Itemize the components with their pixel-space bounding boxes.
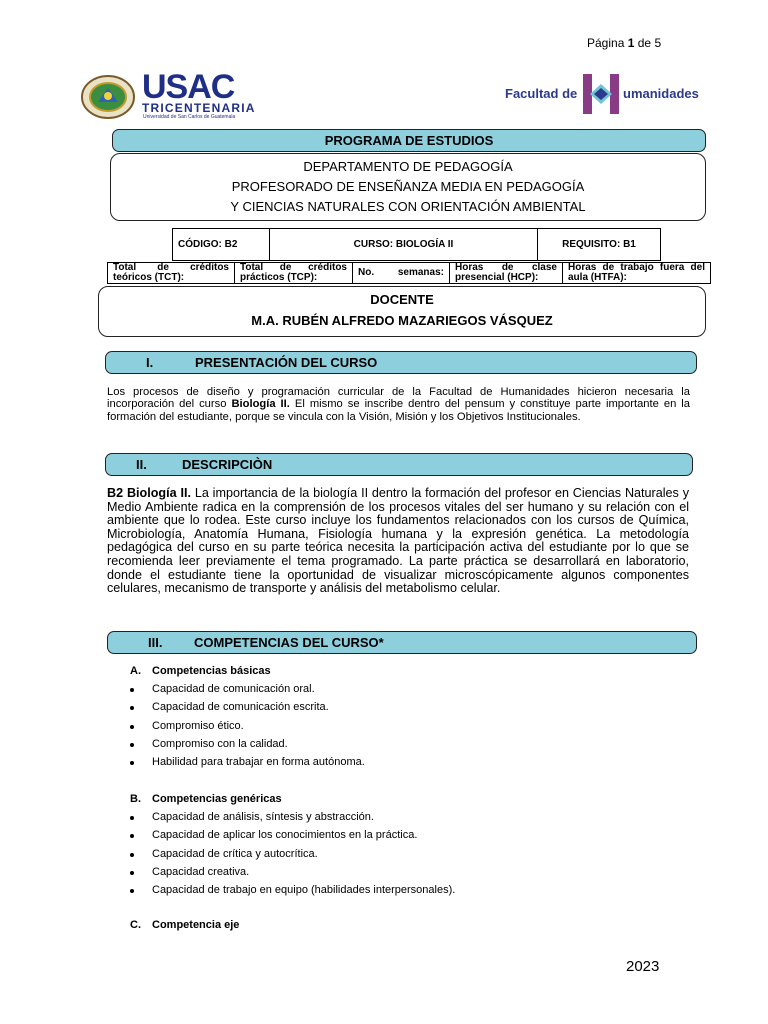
usac-tagline: TRICENTENARIA [142,101,256,115]
docente-label: DOCENTE [370,292,434,307]
section-1-number: I. [146,355,154,370]
list-item [130,756,365,774]
section-1-title: PRESENTACIÓN DEL CURSO [195,355,378,370]
credits-weeks [353,263,450,284]
bullet-icon [130,853,134,857]
list-item-text: Capacidad de comunicación oral. [152,683,315,695]
competencias-b-heading [130,793,430,807]
list-item [130,701,365,719]
section-3-number: III. [148,635,163,650]
docente-name: M.A. RUBÉN ALFREDO MAZARIEGOS VÁSQUEZ [251,313,553,328]
credits-tct [108,263,235,284]
bullet-icon [130,816,134,820]
bullet-icon [130,743,134,747]
presentacion-paragraph [107,386,690,423]
list-item [130,884,455,902]
program-title: PROGRAMA DE ESTUDIOS [112,129,706,152]
page-number [587,36,661,50]
footer-year: 2023 [626,958,660,975]
list-item [130,829,455,847]
course-code: CÓDIGO: B2 [173,229,270,261]
bullet-icon [130,889,134,893]
competencias-c-title: Competencia eje [152,919,240,931]
competencias-a-heading [130,665,430,679]
credits-tcp [235,263,353,284]
list-item [130,720,365,738]
credits-htfa-label-a: Horas de trabajo fuera del [568,262,705,273]
section-3-header [107,631,697,654]
credits-tcp-label-b: prácticos (TCP): [240,272,318,283]
credits-weeks-label: No. semanas: [358,267,444,278]
department-box [110,153,706,221]
list-item [130,866,455,884]
credits-tct-label-a: Total de créditos [113,262,229,273]
course-requisite: REQUISITO: B1 [538,229,661,261]
faculty-logo [505,74,705,116]
department-name: DEPARTAMENTO DE PEDAGOGÍA [303,159,513,174]
section-3-title: COMPETENCIAS DEL CURSO* [194,635,384,650]
competencias-b-list [130,811,455,902]
usac-wordmark: USAC [142,68,235,106]
bullet-icon [130,688,134,692]
list-item [130,811,455,829]
faculty-logo-text-a: Facultad de [505,86,578,101]
credits-htfa [563,263,711,284]
section-2-title: DESCRIPCIÒN [182,457,273,472]
list-item-text: Capacidad de comunicación escrita. [152,701,329,714]
section-1-header [105,351,697,374]
usac-university: Universidad de San Carlos de Guatemala [143,114,236,120]
bullet-icon [130,834,134,838]
course-name: CURSO: BIOLOGÍA II [270,229,538,261]
bullet-icon [130,725,134,729]
competencias-c-heading [130,919,430,933]
list-item-text: Habilidad para trabajar en forma autónoma. [152,756,365,769]
section-2-number: II. [136,457,147,472]
competencias-b-letter: B. [130,793,141,805]
credits-hcp-label-a: Horas de clase [455,262,557,273]
credits-table [107,262,711,284]
presentacion-text-2: El mismo se inscribe dentro del pensum y constituye parte importante en la formación del estudiante, porque se vincula con la Visión, Misión y los Objetivos Institucionales. [107,398,690,423]
page-number-sep: de [637,36,652,50]
profesorado-line-1: PROFESORADO DE ENSEÑANZA MEDIA EN PEDAGOGÍA [231,179,585,194]
docente-box [98,286,706,337]
list-item [130,683,365,701]
list-item-text: Capacidad creativa. [152,865,250,878]
page-number-prefix: Página [587,36,625,50]
list-item-text: Capacidad de trabajo en equipo (habilidades interpersonales). [152,884,456,897]
profesorado-line-2: Y CIENCIAS NATURALES CON ORIENTACIÓN AMBIENTAL [230,199,586,214]
page-number-current: 1 [627,36,635,50]
presentacion-text-1: Los procesos de diseño y programación curricular de la Facultad de Humanidades hicieron necesaria la incorporación del curso [107,386,690,411]
bullet-icon [130,706,134,710]
descripcion-bold: B2 Biología II. [107,486,191,500]
presentacion-bold: Biología II. [231,398,290,411]
bullet-icon [130,761,134,765]
bullet-icon [130,871,134,875]
competencias-b-title: Competencias genéricas [152,793,282,805]
list-item-text: Compromiso con la calidad. [152,737,288,750]
course-info-table [172,228,661,261]
section-2-header [105,453,693,476]
list-item-text: Capacidad de análisis, síntesis y abstracción. [152,811,374,823]
credits-htfa-label-b: aula (HTFA): [568,272,627,283]
competencias-a-letter: A. [130,665,141,677]
list-item [130,848,455,866]
list-item-text: Capacidad de crítica y autocrítica. [152,847,318,860]
credits-hcp-label-b: presencial (HCP): [455,272,539,283]
credits-hcp [450,263,563,284]
usac-seal-icon [80,74,136,120]
usac-logo [80,68,270,122]
list-item [130,738,365,756]
credits-tct-label-b: teóricos (TCT): [113,272,185,283]
descripcion-text: La importancia de la biología II dentro la formación del profesor en Ciencias Naturales y Medio Ambiente radica en la comprensión de los procesos vitales del ser humano y su relación con el ambiente que lo rodea. Este curso incluye los fundamentos relacionados con los cursos de Química, Microbiología, Anatomía Humana, Fisiología humana y la expresión genética. La metodología pedagógica del curso en su parte teórica necesita la participación activa del estudiante por lo que se recomienda leer previamente el tema programado. La parte práctica se desarrollará en laboratorio, donde el estudiante tiene la oportunidad de visualizar microscópicamente algunos componentes celulares, mecanismo de transporte y análisis del metabolismo celular. [107,486,689,596]
descripcion-paragraph [107,487,689,596]
list-item-text: Compromiso ético. [152,719,244,732]
list-item-text: Capacidad de aplicar los conocimientos en la práctica. [152,829,418,842]
h-emblem-icon [579,74,623,114]
competencias-a-list [130,683,365,774]
page-number-total: 5 [654,36,662,50]
competencias-c-letter: C. [130,919,141,931]
credits-tcp-label-a: Total de créditos [240,262,347,273]
faculty-logo-text-b: umanidades [623,86,699,101]
competencias-a-title: Competencias básicas [152,665,271,677]
